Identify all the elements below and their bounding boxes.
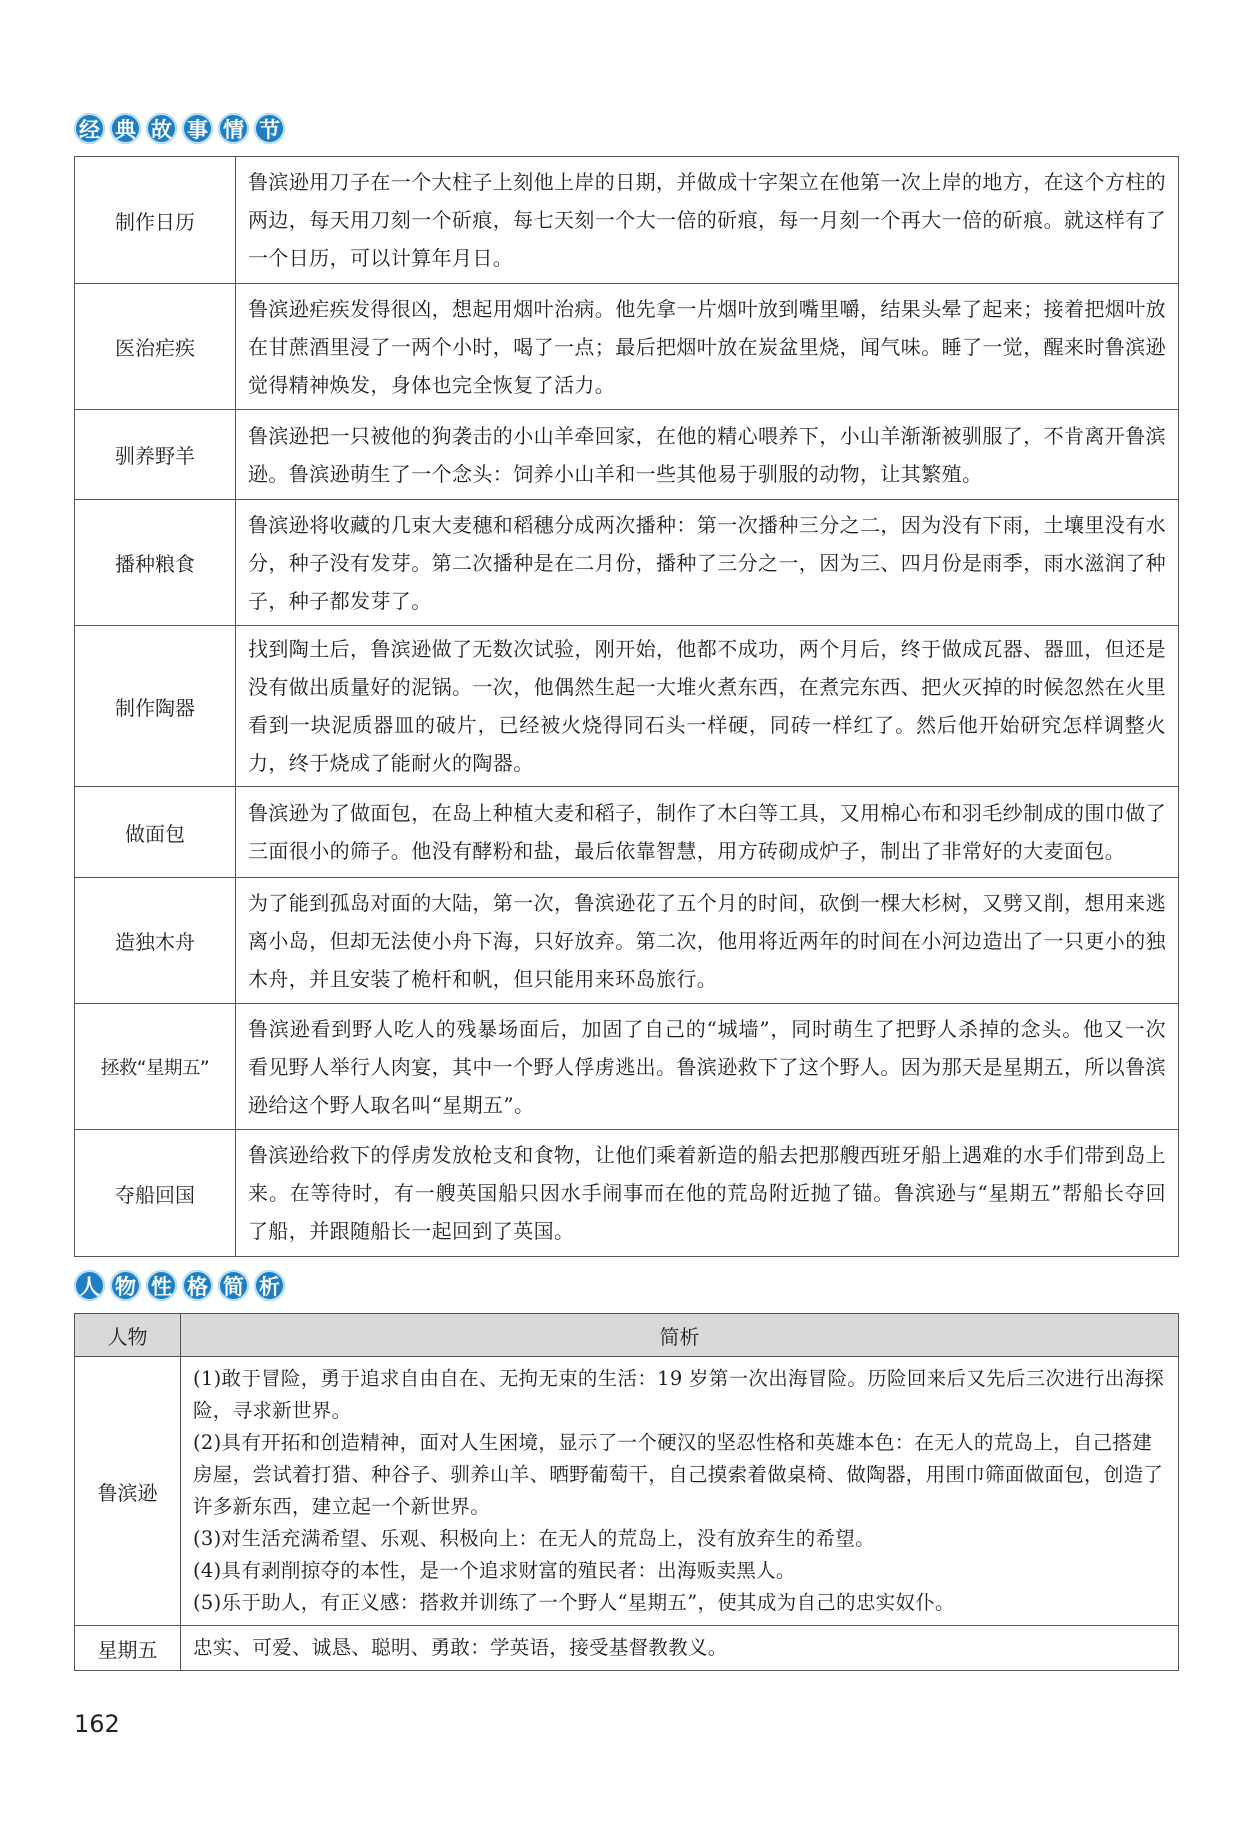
title-char: 性 — [146, 1270, 177, 1301]
table-row — [75, 1357, 1179, 1626]
title-char: 析 — [254, 1270, 285, 1301]
title-char: 典 — [110, 113, 141, 144]
table-row — [75, 1130, 1179, 1257]
character-analysis-table — [74, 1313, 1179, 1671]
event-label: 播种粮食 — [75, 500, 236, 626]
header-person: 人物 — [75, 1314, 181, 1357]
event-text: 鲁滨逊给救下的俘虏发放枪支和食物，让他们乘着新造的船去把那艘西班牙船上遇难的水手们带到岛上来。在等待时，有一艘英国船只因水手闹事而在他的荒岛附近抛了锚。鲁滨逊与“星期五”帮船长夺回了船，并跟随船长一起回到了英国。 — [236, 1130, 1179, 1257]
character-analysis — [181, 1626, 1179, 1671]
event-label: 驯养野羊 — [75, 410, 236, 500]
event-text: 鲁滨逊把一只被他的狗袭击的小山羊牵回家，在他的精心喂养下，小山羊渐渐被驯服了，不肯离开鲁滨逊。鲁滨逊萌生了一个念头：饲养小山羊和一些其他易于驯服的动物，让其繁殖。 — [236, 410, 1179, 500]
section-title-character-analysis — [74, 1270, 285, 1301]
event-label: 夺船回国 — [75, 1130, 236, 1257]
analysis-line: (4)具有剥削掠夺的本性，是一个追求财富的殖民者：出海贩卖黑人。 — [193, 1559, 796, 1582]
table-row — [75, 410, 1179, 500]
table-row — [75, 284, 1179, 410]
analysis-line: 忠实、可爱、诚恳、聪明、勇敢：学英语，接受基督教教义。 — [193, 1636, 728, 1659]
analysis-line: (2)具有开拓和创造精神，面对人生困境，显示了一个硬汉的坚忍性格和英雄本色：在无人的荒岛上，自己搭建房屋，尝试着打猎、种谷子、驯养山羊、晒野葡萄干，自己摸索着做桌椅、做陶器，用围巾筛面做面包，创造了许多新东西，建立起一个新世界。 — [193, 1431, 1164, 1518]
section-title-classic-plot — [74, 113, 285, 144]
header-analysis: 简析 — [181, 1314, 1179, 1357]
analysis-line: (1)敢于冒险，勇于追求自由自在、无拘无束的生活：19 岁第一次出海冒险。历险回来后又先后三次进行出海探险，寻求新世界。 — [193, 1367, 1165, 1422]
table-row — [75, 157, 1179, 284]
title-char: 经 — [74, 113, 105, 144]
event-text: 鲁滨逊疟疾发得很凶，想起用烟叶治病。他先拿一片烟叶放到嘴里嚼，结果头晕了起来；接着把烟叶放在甘蔗酒里浸了一两个小时，喝了一点；最后把烟叶放在炭盆里烧，闻气味。睡了一觉，醒来时鲁滨逊觉得精神焕发，身体也完全恢复了活力。 — [236, 284, 1179, 410]
table-header-row — [75, 1314, 1179, 1357]
title-char: 人 — [74, 1270, 105, 1301]
event-label: 医治疟疾 — [75, 284, 236, 410]
title-char: 节 — [254, 113, 285, 144]
table-row — [75, 787, 1179, 878]
character-name: 鲁滨逊 — [75, 1357, 181, 1626]
event-label: 造独木舟 — [75, 878, 236, 1004]
title-char: 故 — [146, 113, 177, 144]
table-row — [75, 1626, 1179, 1671]
title-char: 格 — [182, 1270, 213, 1301]
event-text: 鲁滨逊用刀子在一个大柱子上刻他上岸的日期，并做成十字架立在他第一次上岸的地方，在这个方柱的两边，每天用刀刻一个斫痕，每七天刻一个大一倍的斫痕，每一月刻一个再大一倍的斫痕。就这样有了一个日历，可以计算年月日。 — [236, 157, 1179, 284]
table-row — [75, 878, 1179, 1004]
event-text: 鲁滨逊看到野人吃人的残暴场面后，加固了自己的“城墙”，同时萌生了把野人杀掉的念头。他又一次看见野人举行人肉宴，其中一个野人俘虏逃出。鲁滨逊救下了这个野人。因为那天是星期五，所以鲁滨逊给这个野人取名叫“星期五”。 — [236, 1004, 1179, 1130]
character-analysis — [181, 1357, 1179, 1626]
event-text: 鲁滨逊为了做面包，在岛上种植大麦和稻子，制作了木臼等工具，又用棉心布和羽毛纱制成的围巾做了三面很小的筛子。他没有酵粉和盐，最后依靠智慧，用方砖砌成炉子，制出了非常好的大麦面包。 — [236, 787, 1179, 878]
page-number: 162 — [74, 1710, 120, 1738]
table-row — [75, 1004, 1179, 1130]
title-char: 事 — [182, 113, 213, 144]
event-text: 鲁滨逊将收藏的几束大麦穗和稻穗分成两次播种：第一次播种三分之二，因为没有下雨，土壤里没有水分，种子没有发芽。第二次播种是在二月份，播种了三分之一，因为三、四月份是雨季，雨水滋润了种子，种子都发芽了。 — [236, 500, 1179, 626]
event-label: 制作日历 — [75, 157, 236, 284]
title-char: 简 — [218, 1270, 249, 1301]
event-text: 找到陶土后，鲁滨逊做了无数次试验，刚开始，他都不成功，两个月后，终于做成瓦器、器皿，但还是没有做出质量好的泥锅。一次，他偶然生起一大堆火煮东西，在煮完东西、把火灭掉的时候忽然在火里看到一块泥质器皿的破片，已经被火烧得同石头一样硬，同砖一样红了。然后他开始研究怎样调整火力，终于烧成了能耐火的陶器。 — [236, 626, 1179, 787]
analysis-line: (5)乐于助人，有正义感：搭救并训练了一个野人“星期五”，使其成为自己的忠实奴仆。 — [193, 1591, 955, 1614]
analysis-line: (3)对生活充满希望、乐观、积极向上：在无人的荒岛上，没有放弃生的希望。 — [193, 1527, 875, 1550]
title-char: 物 — [110, 1270, 141, 1301]
character-name: 星期五 — [75, 1626, 181, 1671]
event-label: 制作陶器 — [75, 626, 236, 787]
event-label: 拯救“星期五” — [75, 1004, 236, 1130]
event-label: 做面包 — [75, 787, 236, 878]
title-char: 情 — [218, 113, 249, 144]
plot-events-table — [74, 156, 1179, 1257]
table-row — [75, 500, 1179, 626]
event-text: 为了能到孤岛对面的大陆，第一次，鲁滨逊花了五个月的时间，砍倒一棵大杉树，又劈又削，想用来逃离小岛，但却无法使小舟下海，只好放弃。第二次，他用将近两年的时间在小河边造出了一只更小的独木舟，并且安装了桅杆和帆，但只能用来环岛旅行。 — [236, 878, 1179, 1004]
table-row — [75, 626, 1179, 787]
